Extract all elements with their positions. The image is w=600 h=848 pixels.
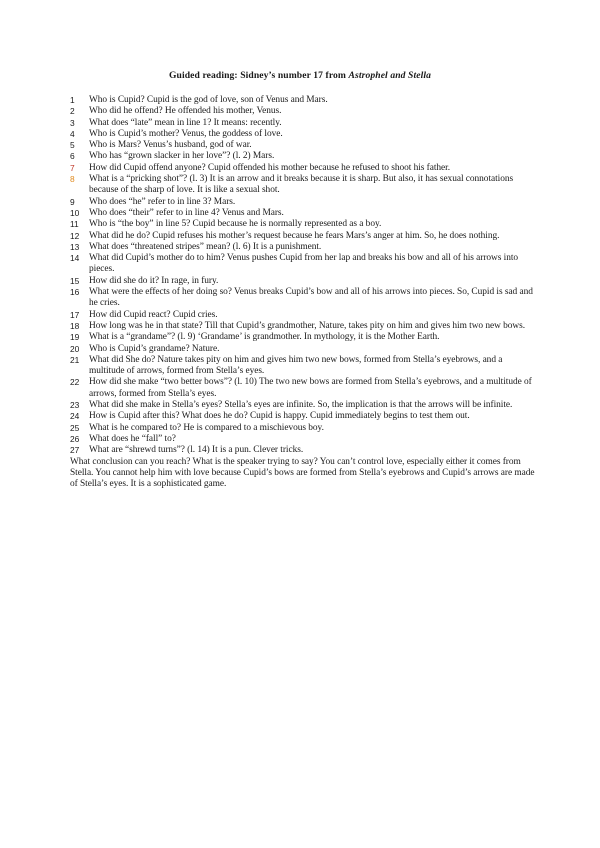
- question-text: Who does “their” refer to in line 4? Venus and Mars.: [89, 207, 284, 218]
- question-row: [70, 445, 540, 456]
- question-number: 19: [70, 332, 80, 343]
- question-number: 27: [70, 445, 80, 456]
- question-row: [70, 95, 540, 106]
- question-text: Who is Cupid? Cupid is the god of love, son of Venus and Mars.: [89, 95, 328, 105]
- question-text: What did she make in Stella’s eyes? Stella’s eyes are infinite. So, the implication is that the arrows will be infinite.: [89, 400, 513, 411]
- question-row: [70, 151, 540, 162]
- question-row: [70, 344, 540, 355]
- question-text: Who does “he” refer to in line 3? Mars.: [89, 196, 236, 207]
- question-row: [70, 332, 540, 343]
- question-text: What are “shrewd turns”? (l. 14) It is a pun. Clever tricks.: [89, 445, 304, 456]
- question-number: 5: [70, 140, 75, 151]
- question-number: 10: [70, 207, 80, 218]
- title-work: Astrophel and Stella: [348, 70, 432, 81]
- question-row: [70, 411, 540, 422]
- question-row: [70, 355, 540, 378]
- question-text: What is a “grandame”? (l. 9) ‘Grandame’ is grandmother. In mythology, it is the Mother Earth.: [89, 332, 440, 343]
- question-number: 16: [70, 287, 80, 298]
- question-text: What were the effects of her doing so? Venus breaks Cupid’s bow and all of his arrows into pieces. So, Cupid is sad and he cries.: [89, 287, 533, 309]
- question-row: [70, 287, 540, 310]
- question-row: [70, 231, 540, 242]
- question-number: 15: [70, 275, 80, 286]
- question-row: [70, 377, 540, 400]
- question-number: 9: [70, 196, 75, 207]
- question-row: [70, 174, 540, 197]
- question-row: [70, 118, 540, 129]
- question-number: 8: [70, 174, 75, 185]
- question-text: How did she make “two better bows”? (l. 10) The two new bows are formed from Stella’s eyebrows, and a multitude of arrows, formed from Stella’s eyes.: [89, 377, 532, 399]
- question-row: [70, 253, 540, 276]
- question-number: 23: [70, 400, 80, 411]
- question-row: [70, 129, 540, 140]
- question-text: How did Cupid react? Cupid cries.: [89, 309, 218, 320]
- question-number: 6: [70, 151, 75, 162]
- question-text: Who is Cupid’s mother? Venus, the goddess of love.: [89, 128, 283, 139]
- question-text: Who did he offend? He offended his mother, Venus.: [89, 106, 282, 117]
- question-text: How is Cupid after this? What does he do? Cupid is happy. Cupid immediately begins to test them out.: [89, 411, 470, 422]
- question-number: 12: [70, 230, 80, 241]
- question-row: [70, 219, 540, 230]
- question-number: 24: [70, 411, 80, 422]
- question-text: Who is Cupid’s grandame? Nature.: [89, 343, 220, 354]
- question-text: What did he do? Cupid refuses his mother’s request because he fears Mars’s anger at him. So, he does nothing.: [89, 230, 500, 241]
- question-number: 4: [70, 128, 75, 139]
- question-text: Who is Mars? Venus’s husband, god of war.: [89, 140, 252, 151]
- question-number: 7: [70, 162, 75, 173]
- question-text: How did she do it? In rage, in fury.: [89, 275, 219, 286]
- question-text: How did Cupid offend anyone? Cupid offended his mother because he refused to shoot his father.: [89, 162, 451, 173]
- question-number: 18: [70, 320, 80, 331]
- question-number: 2: [70, 106, 75, 117]
- question-row: [70, 423, 540, 434]
- question-row: [70, 208, 540, 219]
- question-number: 3: [70, 117, 75, 128]
- question-number: 17: [70, 309, 80, 320]
- question-number: 13: [70, 241, 80, 252]
- question-number: 22: [70, 377, 80, 388]
- question-row: [70, 321, 540, 332]
- question-number: 1: [70, 95, 75, 105]
- question-number: 14: [70, 253, 80, 264]
- question-row: [70, 163, 540, 174]
- question-number: 26: [70, 433, 80, 444]
- conclusion-paragraph: What conclusion can you reach? What is the speaker trying to say? You can’t control love, especially either it comes from Stella. You cannot help him with love because Cupid’s bows are formed from Stella’s eyebrows and Cupid’s arrows are made of Stella’s eyes. It is a sophisticated game.: [70, 456, 535, 490]
- question-row: [70, 106, 540, 117]
- question-number: 25: [70, 422, 80, 433]
- question-row: [70, 434, 540, 445]
- question-text: What does “late” mean in line 1? It means: recently.: [89, 117, 282, 128]
- question-text: Who is “the boy” in line 5? Cupid because he is normally represented as a boy.: [89, 219, 382, 230]
- question-row: [70, 197, 540, 208]
- question-text: How long was he in that state? Till that Cupid’s grandmother, Nature, takes pity on him and gives him two new bows.: [89, 320, 526, 331]
- question-number: 11: [70, 219, 79, 230]
- question-text: What is he compared to? He is compared to a mischievous boy.: [89, 422, 324, 433]
- question-row: [70, 276, 540, 287]
- question-row: [70, 310, 540, 321]
- question-text: What did She do? Nature takes pity on him and gives him two new bows, formed from Stella’s eyebrows, and a multitude of arrows, formed from Stella’s eyes.: [89, 354, 503, 377]
- question-text: What does “threatened stripes” mean? (l. 6) It is a punishment.: [89, 241, 322, 252]
- question-number: 21: [70, 354, 80, 365]
- question-row: [70, 242, 540, 253]
- question-text: What is a “pricking shot”? (l. 3) It is an arrow and it breaks because it is sharp. But also, it has sexual connotations because of the sharp of love. It is like a sexual shot.: [89, 174, 514, 196]
- question-row: [70, 400, 540, 411]
- question-text: What did Cupid’s mother do to him? Venus pushes Cupid from her lap and breaks his bow and all of his arrows into pieces.: [89, 253, 519, 275]
- question-text: What does he “fall” to?: [89, 433, 176, 444]
- question-text: Who has “grown slacker in her love”? (l. 2) Mars.: [89, 151, 275, 162]
- title-prefix: Guided reading: Sidney’s number 17 from: [168, 70, 349, 81]
- question-row: [70, 140, 540, 151]
- page-title: [0, 70, 600, 81]
- question-list: [70, 95, 540, 490]
- question-number: 20: [70, 343, 80, 354]
